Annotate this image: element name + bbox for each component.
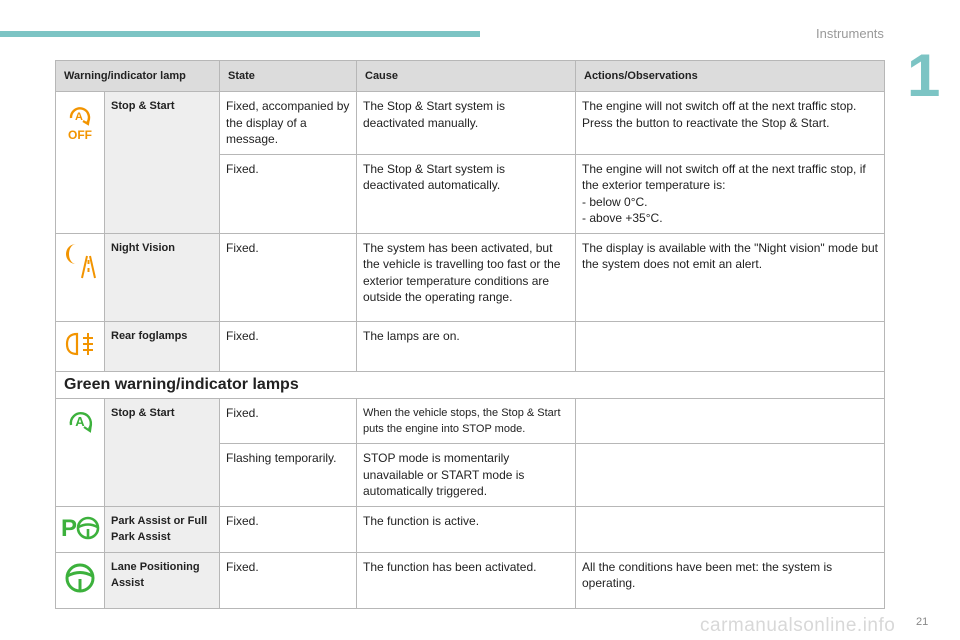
lamp-state: Fixed.: [220, 233, 357, 321]
table-row: [56, 506, 885, 552]
column-header-actions: Actions/Observations: [576, 61, 885, 92]
night-vision-icon: [56, 233, 105, 321]
lamp-state: Fixed.: [220, 154, 357, 233]
lamp-action: All the conditions have been met: the system is operating.: [576, 552, 885, 608]
lamp-name: Night Vision: [105, 233, 220, 321]
lamp-state: Fixed.: [220, 321, 357, 371]
column-header-cause: Cause: [357, 61, 576, 92]
page-number: 21: [916, 616, 929, 628]
table-header-row: [56, 61, 885, 92]
lamp-name: Rear foglamps: [105, 321, 220, 371]
lamp-state: Fixed.: [220, 506, 357, 552]
lamp-name: Stop & Start: [105, 92, 220, 234]
lane-positioning-icon: [56, 552, 105, 608]
chapter-number: 1: [907, 42, 941, 109]
lamp-action: The display is available with the "Night vision" mode but the system does not emit an alert.: [576, 233, 885, 321]
lamp-action: [576, 506, 885, 552]
lamp-state: Flashing temporarily.: [220, 444, 357, 507]
park-assist-icon: [56, 506, 105, 552]
lamp-name: Park Assist or Full Park Assist: [105, 506, 220, 552]
svg-text:OFF: OFF: [68, 128, 92, 142]
table-row: [56, 92, 885, 155]
lamp-cause: STOP mode is momentarily unavailable or START mode is automatically triggered.: [357, 444, 576, 507]
lamp-action: The engine will not switch off at the next traffic stop. Press the button to reactivate the Stop & Start.: [576, 92, 885, 155]
column-header-lamp: Warning/indicator lamp: [56, 61, 220, 92]
lamp-name: Stop & Start: [105, 399, 220, 507]
column-header-state: State: [220, 61, 357, 92]
table-row: [56, 399, 885, 444]
lamp-action: [576, 399, 885, 444]
green-lamps-title: Green warning/indicator lamps: [56, 371, 885, 399]
lamp-cause: When the vehicle stops, the Stop & Start puts the engine into STOP mode.: [357, 399, 576, 444]
group-header-row: [56, 371, 885, 399]
stop-start-off-icon: [56, 92, 105, 234]
lamp-action: [576, 154, 885, 233]
action-text: The engine will not switch off at the next traffic stop, if the exterior temperature is:: [582, 161, 866, 192]
list-item: - above +35°C.: [582, 210, 878, 227]
lamp-cause: The Stop & Start system is deactivated automatically.: [357, 154, 576, 233]
lamp-name: Lane Positioning Assist: [105, 552, 220, 608]
lamp-state: Fixed, accompanied by the display of a message.: [220, 92, 357, 155]
stop-start-icon: [56, 399, 105, 507]
table-row: [56, 552, 885, 608]
lamp-action: [576, 321, 885, 371]
svg-text:P: P: [61, 514, 78, 542]
section-title: Instruments: [816, 26, 884, 41]
lamp-state: Fixed.: [220, 399, 357, 444]
rear-foglamp-icon: [56, 321, 105, 371]
temperature-list: [582, 194, 878, 227]
lamp-cause: The Stop & Start system is deactivated manually.: [357, 92, 576, 155]
lamp-cause: The lamps are on.: [357, 321, 576, 371]
lamp-state: Fixed.: [220, 552, 357, 608]
watermark: carmanualsonline.info: [700, 615, 896, 636]
svg-text:A: A: [75, 414, 85, 429]
lamp-cause: The function has been activated.: [357, 552, 576, 608]
list-item: - below 0°C.: [582, 194, 878, 211]
warning-lamp-table: [55, 60, 885, 609]
table-row: [56, 233, 885, 321]
lamp-action: [576, 444, 885, 507]
lamp-cause: The system has been activated, but the vehicle is travelling too fast or the exterior temperature conditions are outside the operating range.: [357, 233, 576, 321]
table-row: [56, 321, 885, 371]
header-accent-bar: [0, 31, 480, 37]
lamp-cause: The function is active.: [357, 506, 576, 552]
svg-text:A: A: [75, 111, 83, 123]
